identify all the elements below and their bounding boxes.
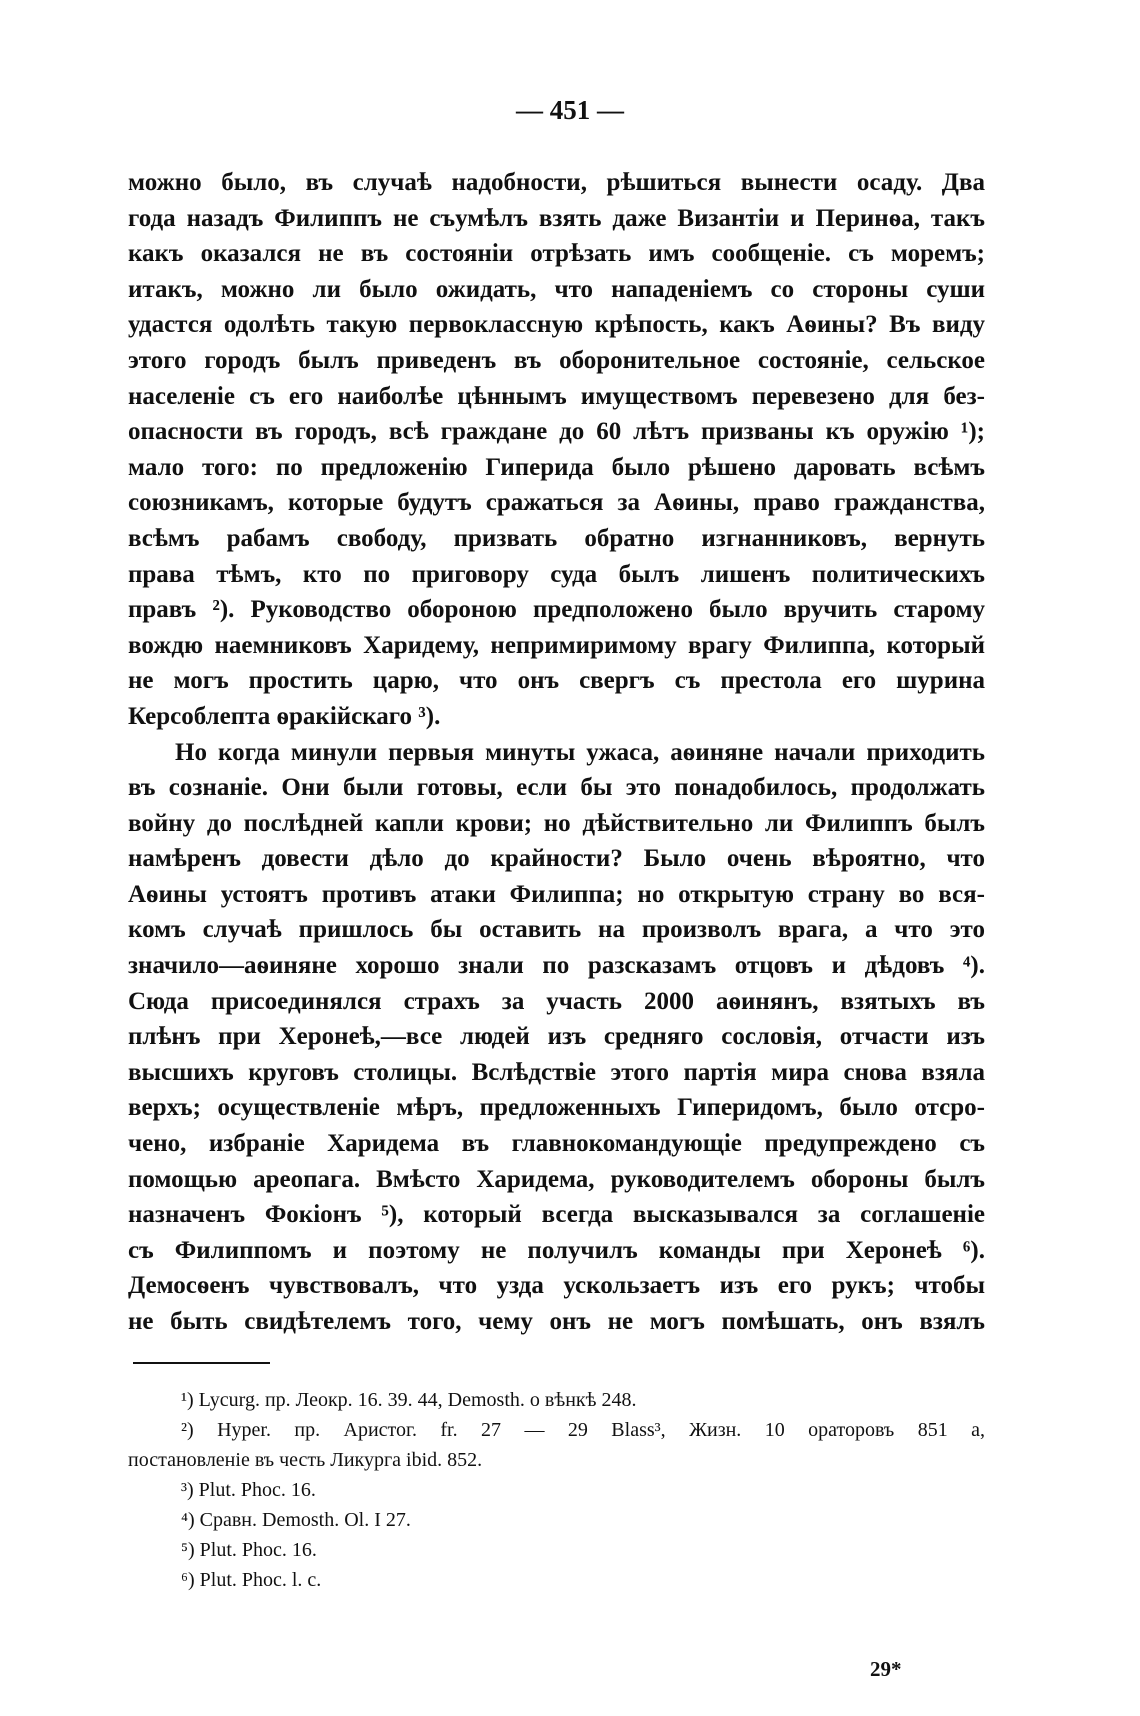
text-line: не могъ простить царю, что онъ свергъ съ престола его шурина <box>128 667 985 695</box>
text-line: чено, избраніе Харидема въ главнокомандующіе предупреждено съ <box>128 1130 985 1158</box>
footnote-1: ¹) Lycurg. пр. Леокр. 16. 39. 44, Demosth. о вѣнкѣ 248. <box>181 1389 637 1411</box>
text-line: всѣмъ рабамъ свободу, призвать обратно изгнанниковъ, вернуть <box>128 524 985 552</box>
text-line: года назадъ Филиппъ не съумѣлъ взять даже Византіи и Перинѳа, такъ <box>128 204 985 232</box>
text-line: назначенъ Фокіонъ ⁵), который всегда высказывался за соглашеніе <box>128 1201 985 1229</box>
text-line: верхъ; осуществленіе мѣръ, предложенныхъ Гиперидомъ, было отсро- <box>128 1094 985 1122</box>
text-line: удастся одолѣть такую первоклассную крѣпость, какъ Аѳины? Въ виду <box>128 311 985 339</box>
text-line: помощью ареопага. Вмѣсто Харидема, руководителемъ обороны былъ <box>128 1165 985 1193</box>
text-line: съ Филиппомъ и поэтому не получилъ команды при Херонеѣ ⁶). <box>128 1236 985 1264</box>
text-line: Сюда присоединялся страхъ за участь 2000 аѳинянъ, взятыхъ въ <box>128 987 985 1015</box>
text-line: опасности въ городъ, всѣ граждане до 60 лѣтъ призваны къ оружію ¹); <box>128 418 985 446</box>
paragraph-1 <box>128 165 985 735</box>
text-line: Керсоблепта ѳракійскаго ³). <box>128 702 441 730</box>
text-line: можно было, въ случаѣ надобности, рѣшиться вынести осаду. Два <box>128 169 985 196</box>
footnote-divider <box>133 1362 270 1364</box>
text-line: союзникамъ, которые будутъ сражаться за Аѳины, право гражданства, <box>128 489 985 517</box>
footnote-3: ³) Plut. Phoc. 16. <box>181 1479 316 1501</box>
text-line: не быть свидѣтелемъ того, чему онъ не могъ помѣшать, онъ взялъ <box>128 1308 985 1335</box>
text-line: намѣренъ довести дѣло до крайности? Было очень вѣроятно, что <box>128 845 985 873</box>
paragraph-2 <box>128 735 985 1340</box>
text-line: итакъ, можно ли было ожидать, что нападеніемъ со стороны суши <box>128 275 985 303</box>
text-line: плѣнъ при Херонеѣ,—все людей изъ средняго сословія, отчасти изъ <box>128 1023 985 1051</box>
footnote-6: ⁶) Plut. Phoc. l. c. <box>181 1569 322 1591</box>
text-line: войну до послѣдней капли крови; но дѣйствительно ли Филиппъ былъ <box>128 809 985 837</box>
footnotes <box>128 1385 985 1595</box>
signature-mark: 29* <box>870 1657 902 1681</box>
text-line: этого городъ былъ приведенъ въ оборонительное состояніе, сельское <box>128 346 985 374</box>
text-line: права тѣмъ, кто по приговору суда былъ лишенъ политическихъ <box>128 560 985 588</box>
text-line: Но когда минули первыя минуты ужаса, аѳиняне начали приходить <box>175 738 985 766</box>
text-line: высшихъ круговъ столицы. Вслѣдствіе этого партія мира снова взяла <box>128 1058 985 1086</box>
text-line: Аѳины устоятъ противъ атаки Филиппа; но открытую страну во вся- <box>128 880 985 908</box>
text-line: комъ случаѣ пришлось бы оставить на произволъ врага, а что это <box>128 916 985 944</box>
text-line: правъ ²). Руководство обороною предположено было вручить старому <box>128 596 985 624</box>
footnote-2-continuation: постановленіе въ честь Ликурга ibid. 852. <box>128 1449 483 1471</box>
text-line: какъ оказался не въ состояніи отрѣзать имъ сообщеніе. съ моремъ; <box>128 240 985 268</box>
text-line: Демосѳенъ чувствовалъ, что узда ускользаетъ изъ его рукъ; чтобы <box>128 1272 985 1300</box>
text-line: значило—аѳиняне хорошо знали по разсказамъ отцовъ и дѣдовъ ⁴). <box>128 952 985 980</box>
page-number: — 451 — <box>516 95 624 125</box>
text-line: вождю наемниковъ Харидему, непримиримому врагу Филиппа, который <box>128 631 985 659</box>
text-line: мало того: по предложенію Гиперида было рѣшено даровать всѣмъ <box>128 453 985 481</box>
footnote-5: ⁵) Plut. Phoc. 16. <box>181 1539 317 1561</box>
footnote-4: ⁴) Сравн. Demosth. Ol. I 27. <box>181 1509 411 1531</box>
text-line: въ сознаніе. Они были готовы, если бы это понадобилось, продолжать <box>128 774 985 802</box>
text-line: населеніе съ его наиболѣе цѣннымъ имуществомъ перевезено для без- <box>128 382 985 410</box>
main-text <box>128 165 985 1340</box>
footnote-2: ²) Hyper. пр. Аристог. fr. 27 — 29 Blass³, Жизн. 10 ораторовъ 851 a, <box>181 1419 985 1441</box>
